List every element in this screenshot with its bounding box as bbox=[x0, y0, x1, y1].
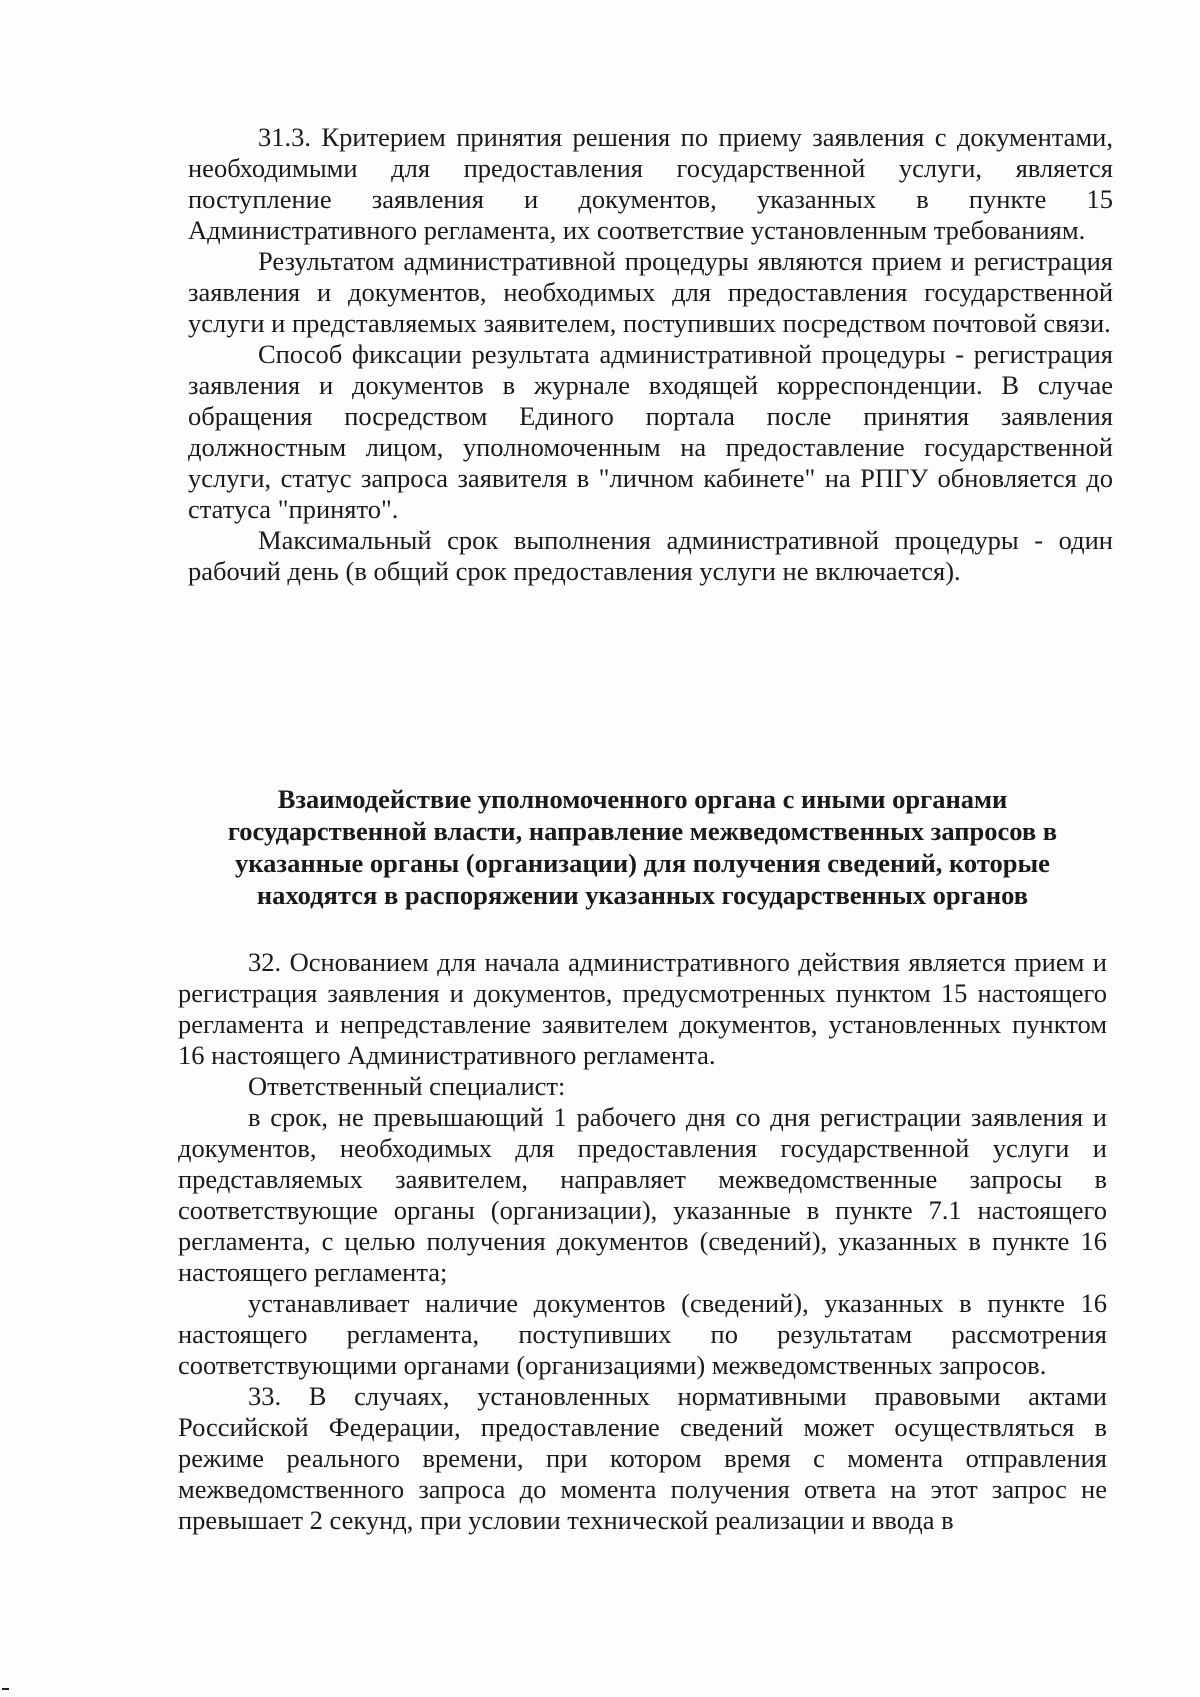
section-heading bbox=[178, 783, 1107, 911]
paragraph-term: в срок, не превышающий 1 рабочего дня со дня регистрации заявления и документов, необходимых для предоставления государственной услуги и представляемых заявителем, направляет межведомственные запросы в соответствующие органы (организации), указанные в пункте 7.1 настоящего регламента, с целью получения документов (сведений), указанных в пункте 16 настоящего регламента; bbox=[178, 1102, 1107, 1287]
heading-line: находятся в распоряжении указанных государственных органов bbox=[256, 880, 1029, 910]
paragraph-fixation: Способ фиксации результата административной процедуры - регистрация заявления и документов в журнале входящей корреспонденции. В случае обращения посредством Единого портала после принятия заявления должностным лицом, уполномоченным на предоставление государственной услуги, статус запроса заявителя в "личном кабинете" на РПГУ обновляется до статуса "принято". bbox=[188, 339, 1113, 524]
heading-line: указанные органы (организации) для получения сведений, которые bbox=[235, 848, 1050, 878]
heading-line: государственной власти, направление межведомственных запросов в bbox=[227, 816, 1058, 846]
paragraph-establishes: устанавливает наличие документов (сведений), указанных в пункте 16 настоящего регламента, поступивших по результатам рассмотрения соответствующими органами (организациями) межведомственных запросов. bbox=[178, 1288, 1107, 1380]
paragraph-33: 33. В случаях, установленных нормативными правовыми актами Российской Федерации, предоставление сведений может осуществляться в режиме реального времени, при котором время с момента отправления межведомственного запроса до момента получения ответа на этот запрос не превышает 2 секунд, при условии технической реализации и ввода в bbox=[178, 1381, 1107, 1535]
paragraph-31-3: 31.3. Критерием принятия решения по приему заявления с документами, необходимыми для предоставления государственной услуги, является поступление заявления и документов, указанных в пункте 15 Административного регламента, их соответствие установленным требованиям. bbox=[188, 122, 1113, 245]
section-31-3-text bbox=[188, 122, 1113, 587]
paragraph-32: 32. Основанием для начала административного действия является прием и регистрация заявления и документов, предусмотренных пунктом 15 настоящего регламента и непредставление заявителем документов, установленных пунктом 16 настоящего Административного регламента. bbox=[178, 947, 1107, 1070]
scan-edge-mark bbox=[2, 1688, 9, 1690]
paragraph-responsible: Ответственный специалист: bbox=[248, 1071, 566, 1101]
paragraph-max-term: Максимальный срок выполнения административной процедуры - один рабочий день (в общий срок предоставления услуги не включается). bbox=[188, 525, 1113, 586]
heading-line: Взаимодействие уполномоченного органа с иными органами bbox=[277, 784, 1008, 814]
section-32-33-text bbox=[178, 947, 1107, 1536]
paragraph-result: Результатом административной процедуры являются прием и регистрация заявления и документов, необходимых для предоставления государственной услуги и представляемых заявителем, поступивших посредством почтовой связи. bbox=[188, 246, 1113, 338]
